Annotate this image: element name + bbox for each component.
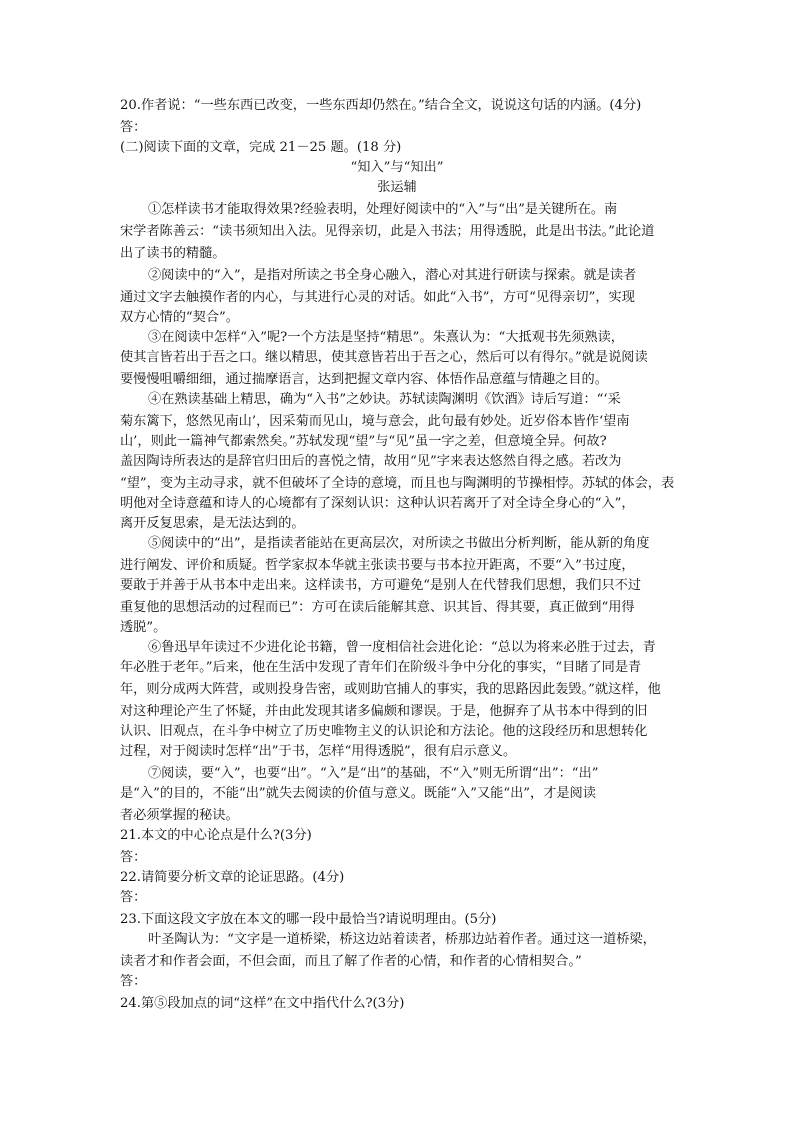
paragraph-4: 离开反复思索，是无法达到的。 <box>120 516 305 531</box>
answer-label: 答： <box>120 120 147 135</box>
paragraph-3: 要慢慢咀嚼细细，通过揣摩语言，达到把握文章内容、体悟作品意蕴与情趣之目的。 <box>120 372 608 387</box>
paragraph-4: 菊东篱下，悠然见南山’，因采菊而见山，境与意会，此句最有妙处。近岁俗本皆作‘望南 <box>120 414 630 429</box>
paragraph-3: 使其言皆若出于吾之口。继以精思，使其意皆若出于吾之心，然后可以有得尔。”就是说阅读 <box>120 350 648 365</box>
answer-label: 答： <box>120 890 147 905</box>
paragraph-5: 透脱”。 <box>120 620 167 635</box>
paragraph-2: 双方心情的“契合”。 <box>120 310 239 325</box>
paragraph-4: 盖因陶诗所表达的是辞官归田后的喜悦之情，故用“见”字来表达悠然自得之感。若改为 <box>120 454 622 469</box>
paragraph-4: ④在熟读基础上精思，确为“入书”之妙诀。苏轼读陶渊明《饮酒》诗后写道：“‘采 <box>148 392 621 407</box>
paragraph-6: 对这种理论产生了怀疑，并由此发现其诸多偏颇和谬误。于是，他摒弃了从书本中得到的旧 <box>120 704 648 719</box>
paragraph-6: 年必胜于老年。”后来，他在生活中发现了青年们在阶级斗争中分化的事实，“目睹了同是青 <box>120 660 642 675</box>
question-20: 20.作者说：“一些东西已改变，一些东西却仍然在。”结合全文，说说这句话的内涵。(4分) <box>120 98 642 113</box>
answer-label: 答： <box>120 850 147 865</box>
paragraph-6: 年，则分成两大阵营，或则投身告密，或则助官捕人的事实，我的思路因此轰毁。”就这样，他 <box>120 682 661 697</box>
paragraph-7: ⑦阅读，要“入”，也要“出”。“入”是“出”的基础，不“入”则无所谓“出”：“出” <box>148 766 599 781</box>
paragraph-5: ⑤阅读中的“出”，是指读者能站在更高层次，对所读之书做出分析判断，能从新的角度 <box>148 536 650 551</box>
quoted-passage: 读者才和作者会面，不但会面，而且了解了作者的心情，和作者的心情相契合。” <box>120 954 582 969</box>
section-heading: (二)阅读下面的文章，完成 21－25 题。(18 分) <box>120 140 402 155</box>
paragraph-7: 是“入”的目的，不能“出”就失去阅读的价值与意义。既能“入”又能“出”，才是阅读 <box>120 786 596 801</box>
paragraph-4: 明他对全诗意蕴和诗人的心境都有了深刻认识：这种认识若离开了对全诗全身心的“入”， <box>120 496 635 511</box>
paragraph-4: 山’，则此一篇神气都索然矣。”苏轼发现“望”与“见”虽一字之差，但意境全异。何故? <box>120 434 607 449</box>
paragraph-5: 进行阐发、评价和质疑。哲学家叔本华就主张读书要与书本拉开距离，不要“入”书过度， <box>120 558 635 573</box>
paragraph-1: 出了读书的精髓。 <box>120 246 226 261</box>
paragraph-6: 认识、旧观点，在斗争中树立了历史唯物主义的认识论和方法论。他的这段经历和思想转化 <box>120 724 648 739</box>
paragraph-1: 宋学者陈善云：“读书须知出入法。见得亲切，此是入书法；用得透脱，此是出书法。”此论道 <box>120 224 655 239</box>
paragraph-6: 过程，对于阅读时怎样“出”于书，怎样“用得透脱”，很有启示意义。 <box>120 744 517 759</box>
question-22: 22.请简要分析文章的论证思路。(4分) <box>120 870 345 885</box>
paragraph-2: ②阅读中的“入”，是指对所读之书全身心融入，潜心对其进行研读与探索。就是读者 <box>148 268 637 283</box>
paragraph-7: 者必须掌握的秘诀。 <box>120 808 239 823</box>
article-title: “知入”与“知出” <box>350 160 444 175</box>
question-21: 21.本文的中心论点是什么?(3分) <box>120 828 312 843</box>
quoted-passage: 叶圣陶认为：“文字是一道桥梁，桥这边站着读者，桥那边站着作者。通过这一道桥梁， <box>148 932 656 947</box>
question-24: 24.第⑤段加点的词“这样”在文中指代什么?(3分) <box>120 996 405 1011</box>
answer-label: 答： <box>120 974 147 989</box>
paragraph-4: “望”，变为主动寻求，就不但破坏了全诗的意境，而且也与陶渊明的节操相悖。苏轼的体会，表 <box>120 476 675 491</box>
question-23: 23.下面这段文字放在本文的哪一段中最恰当?请说明理由。(5分) <box>120 912 497 927</box>
paragraph-6: ⑥鲁迅早年读过不少进化论书籍，曾一度相信社会进化论：“总以为将来必胜于过去，青 <box>148 640 656 655</box>
article-author: 张运辅 <box>377 180 417 195</box>
paragraph-2: 通过文字去触摸作者的内心，与其进行心灵的对话。如此“入书”，方可“见得亲切”，实现 <box>120 290 635 305</box>
paragraph-1: ①怎样读书才能取得效果?经验表明，处理好阅读中的“入”与“出”是关键所在。南 <box>148 202 618 217</box>
paragraph-5: 重复他的思想活动的过程而已”：方可在读后能解其意、识其旨、得其要，真正做到“用得 <box>120 600 635 615</box>
paragraph-5: 要敢于并善于从书本中走出来。这样读书，方可避免“是别人在代替我们思想，我们只不过 <box>120 578 642 593</box>
paragraph-3: ③在阅读中怎样“入”呢?一个方法是坚持“精思”。朱熹认为：“大抵观书先须熟读， <box>148 330 624 345</box>
